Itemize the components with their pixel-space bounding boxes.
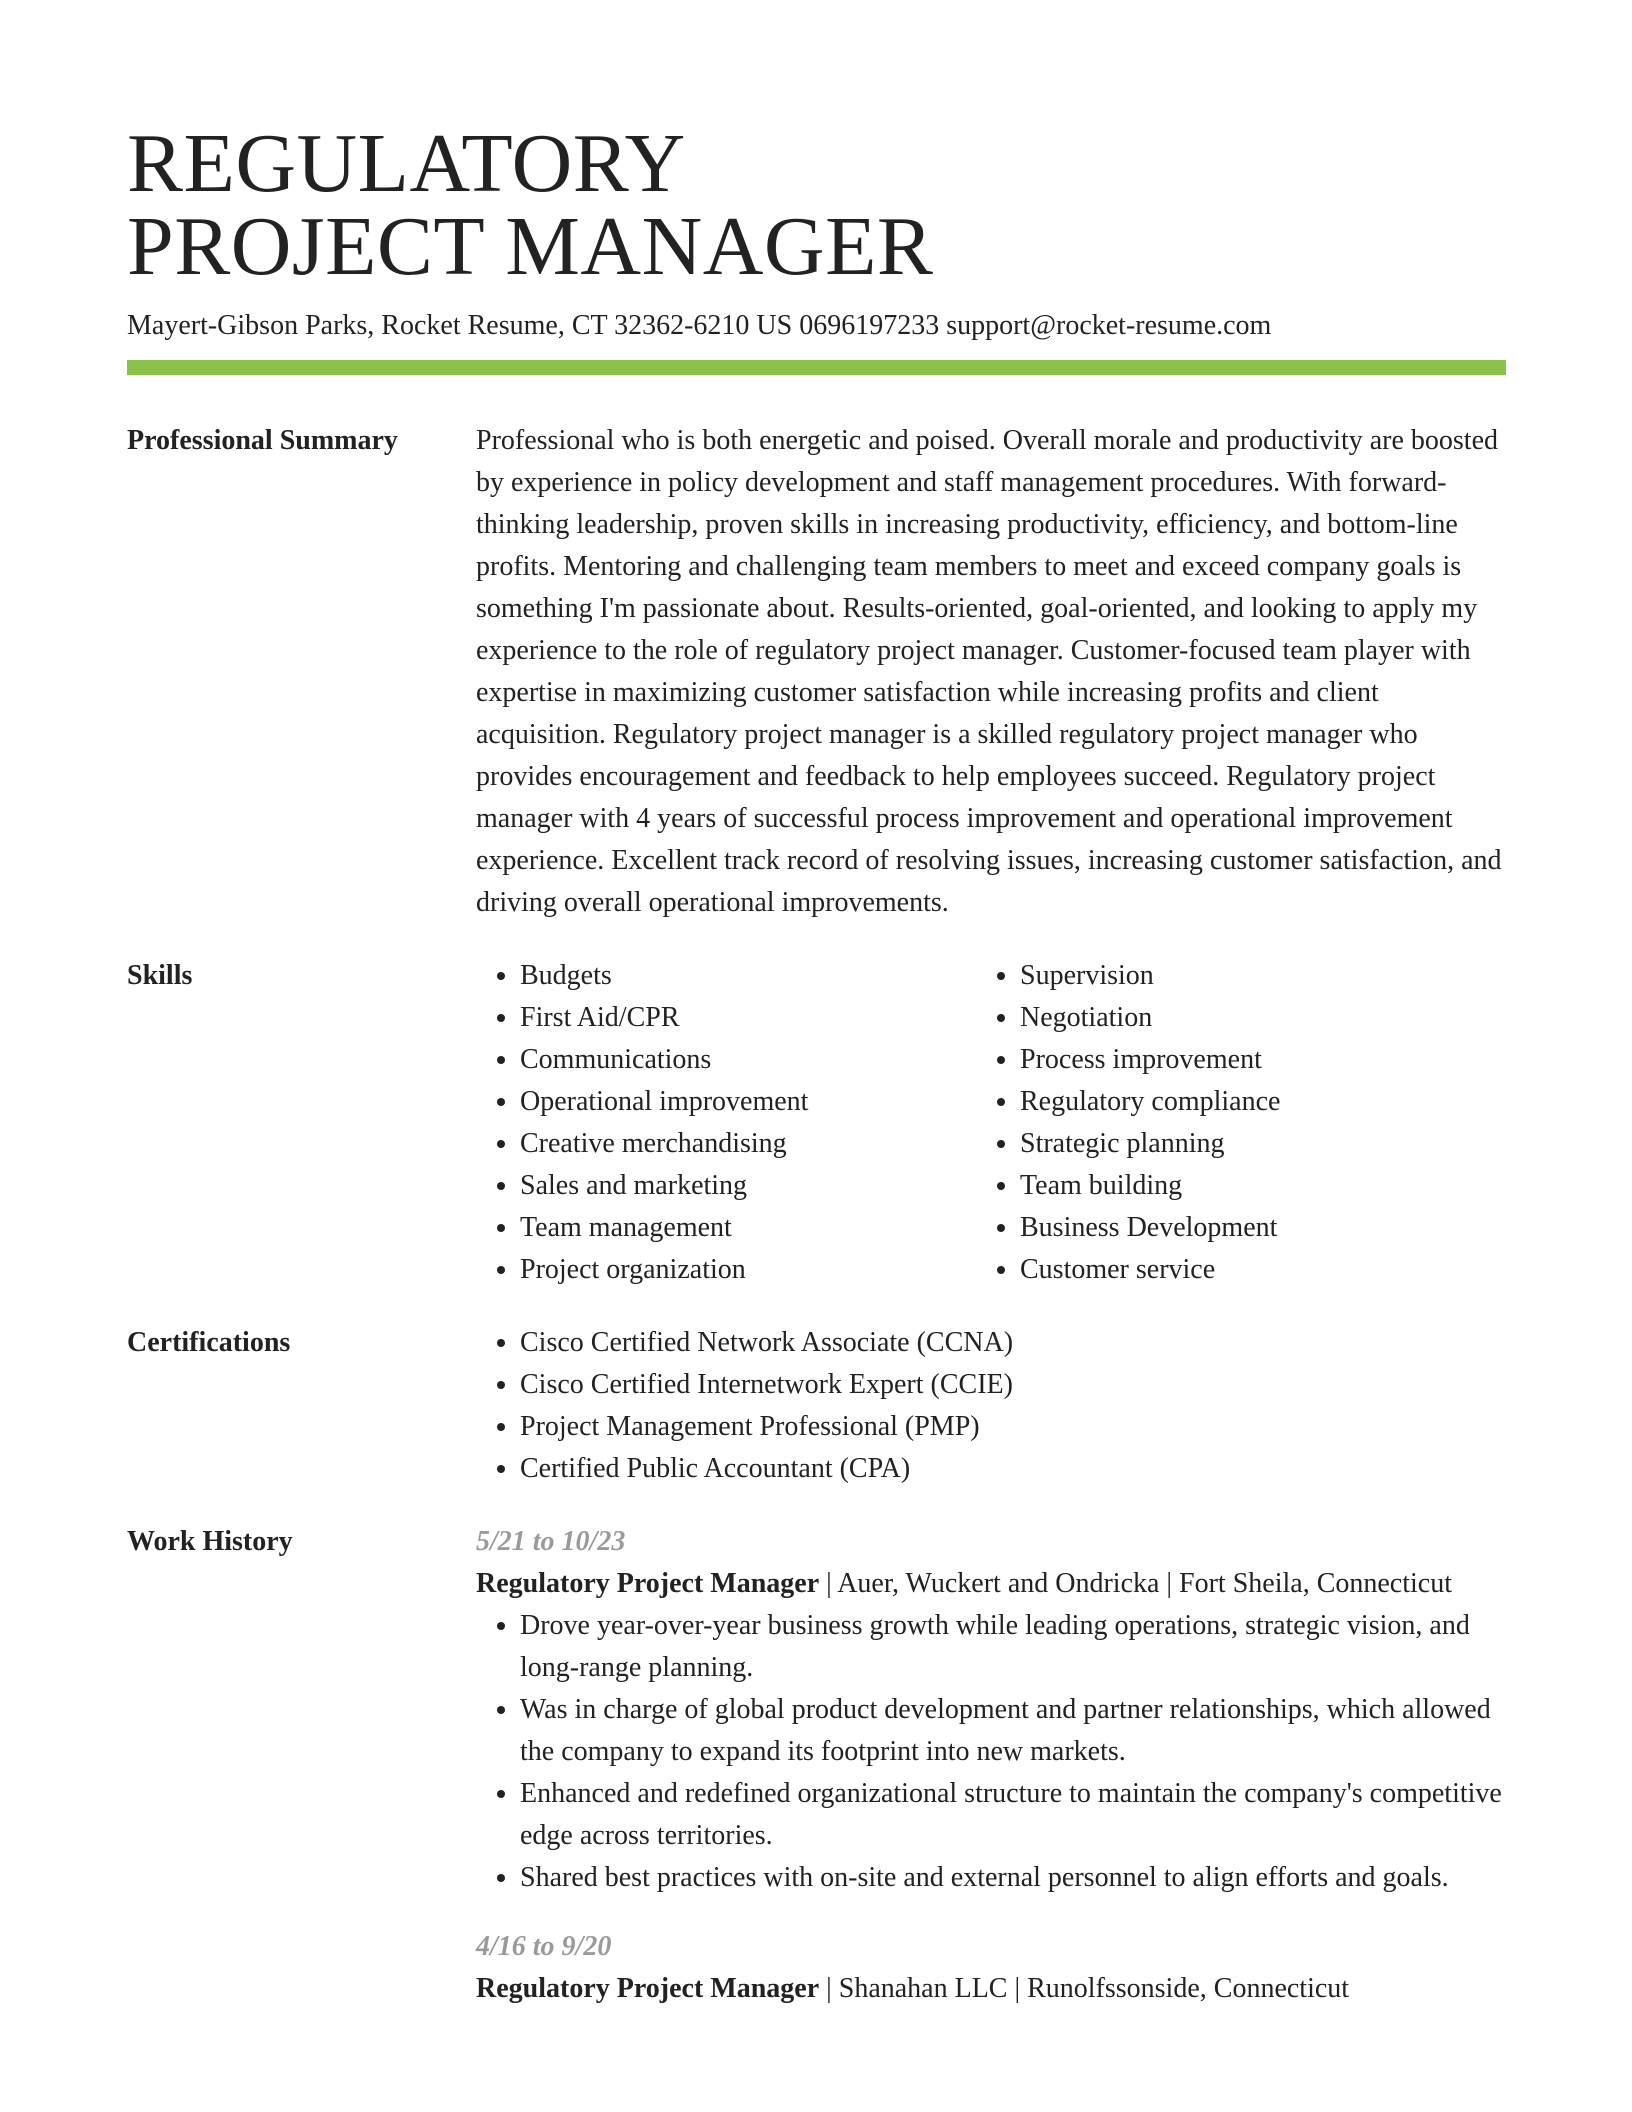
section-body-summary: [476, 420, 1506, 924]
skills-list-left: [476, 955, 976, 1291]
job-dates: 4/16 to 9/20: [476, 1931, 612, 1962]
job-title: Regulatory Project Manager: [476, 1568, 820, 1599]
skills-column-right: [976, 955, 1476, 1291]
section-label-summary: Professional Summary: [127, 425, 398, 456]
job-heading: [476, 1968, 1506, 2010]
certifications-list: [476, 1322, 1506, 1490]
skill-item: • Communications: [520, 1039, 976, 1081]
job-heading: [476, 1563, 1506, 1605]
certification-item: • Project Management Professional (PMP): [520, 1406, 1506, 1448]
skill-item: • Process improvement: [1020, 1039, 1476, 1081]
skill-item: • Customer service: [1020, 1249, 1476, 1291]
title-line-1: REGULATORY: [127, 117, 686, 210]
summary-text: Professional who is both energetic and poised. Overall morale and productivity are boosted by experience in policy development and staff management procedures. With forward-thinking leadership, proven skills in increasing productivity, efficiency, and bottom-line profits. Mentoring and challenging team members to meet and exceed company goals is something I'm passionate about. Results-oriented, goal-oriented, and looking to apply my experience to the role of regulatory project manager. Customer-focused team player with expertise in maximizing customer satisfaction while increasing profits and client acquisition. Regulatory project manager is a skilled regulatory project manager who provides encouragement and feedback to help employees succeed. Regulatory project manager with 4 years of successful process improvement and operational improvement experience. Excellent track record of resolving issues, increasing customer satisfaction, and driving overall operational improvements.: [476, 425, 1502, 918]
section-skills: [127, 955, 1506, 1291]
skills-list-right: [976, 955, 1476, 1291]
section-work-history: [127, 1521, 1506, 2010]
job-bullet: • Drove year-over-year business growth while leading operations, strategic vision, and long-range planning.: [520, 1605, 1506, 1689]
skill-item: • Creative merchandising: [520, 1123, 976, 1165]
section-label-certifications: Certifications: [127, 1327, 291, 1358]
skill-item: • Project organization: [520, 1249, 976, 1291]
job-responsibilities: [476, 1605, 1506, 1899]
certification-item: • Cisco Certified Internetwork Expert (CCIE): [520, 1364, 1506, 1406]
certification-item: • Certified Public Accountant (CPA): [520, 1448, 1506, 1490]
job-title: Regulatory Project Manager: [476, 1973, 820, 2004]
skill-item: • Team management: [520, 1207, 976, 1249]
skills-column-left: [476, 955, 976, 1291]
job-entry: [476, 1926, 1506, 2010]
title-line-2: PROJECT MANAGER: [127, 200, 934, 293]
resume-title: [127, 117, 1506, 293]
job-bullet: • Shared best practices with on-site and external personnel to align efforts and goals.: [520, 1857, 1506, 1899]
job-entry: [476, 1521, 1506, 1899]
skill-item: • First Aid/CPR: [520, 997, 976, 1039]
job-bullet: • Was in charge of global product development and partner relationships, which allowed the company to expand its footprint into new markets.: [520, 1689, 1506, 1773]
section-professional-summary: [127, 420, 1506, 924]
skill-item: • Budgets: [520, 955, 976, 997]
section-body-work-history: [476, 1521, 1506, 2010]
certification-item: • Cisco Certified Network Associate (CCNA): [520, 1322, 1506, 1364]
section-label-work-history: Work History: [127, 1526, 293, 1557]
job-bullet: • Enhanced and redefined organizational structure to maintain the company's competitive edge across territories.: [520, 1773, 1506, 1857]
skill-item: • Sales and marketing: [520, 1165, 976, 1207]
header-divider: [127, 360, 1506, 375]
job-company-location: | Shanahan LLC | Runolfssonside, Connecticut: [819, 1973, 1350, 2004]
skill-item: • Team building: [1020, 1165, 1476, 1207]
skill-item: • Regulatory compliance: [1020, 1081, 1476, 1123]
skills-grid: [476, 955, 1506, 1291]
skill-item: • Supervision: [1020, 955, 1476, 997]
job-dates: 5/21 to 10/23: [476, 1526, 626, 1557]
skill-item: • Negotiation: [1020, 997, 1476, 1039]
job-company-location: | Auer, Wuckert and Ondricka | Fort Sheila, Connecticut: [819, 1568, 1452, 1599]
section-body-certifications: [476, 1322, 1506, 1490]
section-certifications: [127, 1322, 1506, 1490]
contact-line: Mayert-Gibson Parks, Rocket Resume, CT 32362-6210 US 0696197233 support@rocket-resume.com: [127, 310, 1272, 341]
skill-item: • Business Development: [1020, 1207, 1476, 1249]
skill-item: • Operational improvement: [520, 1081, 976, 1123]
skill-item: • Strategic planning: [1020, 1123, 1476, 1165]
section-label-skills: Skills: [127, 960, 193, 991]
